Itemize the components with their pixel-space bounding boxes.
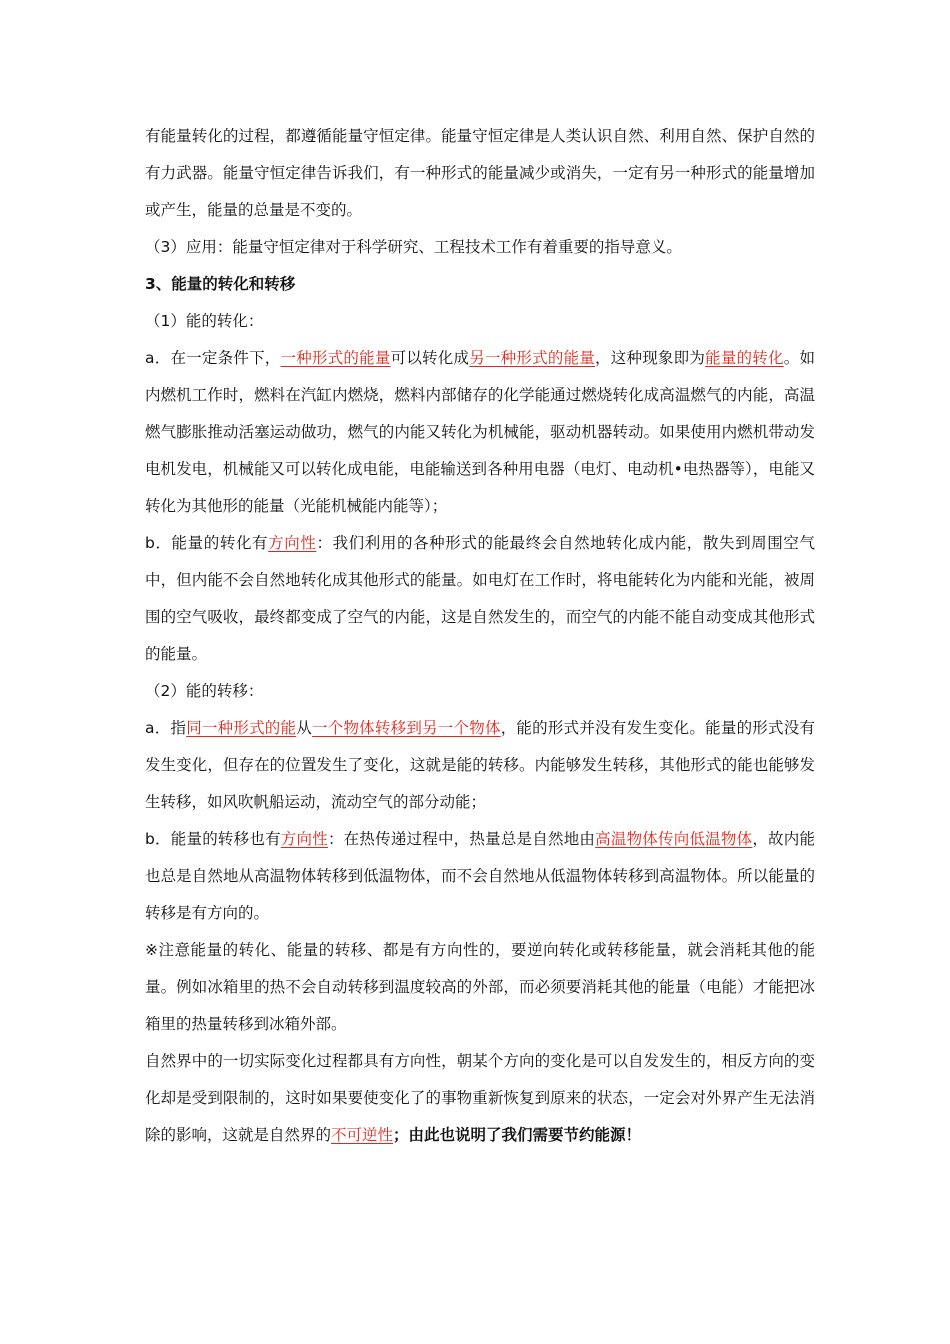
transfer-paragraph-b bbox=[145, 821, 815, 932]
note-paragraph: ※注意能量的转化、能量的转移、都是有方向性的，要逆向转化或转移能量，就会消耗其他的能量。例如冰箱里的热不会自动转移到温度较高的外部，而必须要消耗其他的能量（电能）才能把冰箱里的热量转移到冰箱外部。 bbox=[145, 941, 815, 1033]
highlight-term: 不可逆性 bbox=[331, 1126, 394, 1144]
highlight-term: 高温物体传向低温物体 bbox=[595, 830, 753, 848]
conclusion-text: ；由此也说明了我们需要节约能源！ bbox=[393, 1126, 642, 1144]
highlight-term: 另一种形式的能量 bbox=[469, 349, 596, 367]
conservation-paragraph: 有能量转化的过程，都遵循能量守恒定律。能量守恒定律是人类认识自然、利用自然、保护自然的有力武器。能量守恒定律告诉我们，有一种形式的能量减少或消失，一定有另一种形式的能量增加或产生，能量的总量是不变的。 bbox=[145, 127, 815, 219]
text-segment: 。如内燃机工作时，燃料在汽缸内燃烧，燃料内部储存的化学能通过燃烧转化成高温燃气的内能，高温燃气膨胀推动活塞运动做功，燃气的内能又转化为机械能，驱动机器转动。如果使用内燃机带动发电机发电，机械能又可以转化成电能，电能输送到各种用电器（电灯、电动机•电热器等），电能又转化为其他形的能量（光能机械能内能等）； bbox=[145, 349, 815, 515]
text-segment: ：在热传递过程中，热量总是自然地由 bbox=[327, 830, 596, 848]
text-segment: ，能的形式并没有发生变化。能量的形式没有发生变化，但存在的位置发生了变化，这就是能的转移。内能够发生转移，其他形式的能也能够发生转移，如风吹帆船运动，流动空气的部分动能； bbox=[145, 719, 815, 811]
conversion-paragraph-b bbox=[145, 525, 815, 673]
text-segment: a．指 bbox=[145, 719, 187, 737]
transfer-paragraph-a bbox=[145, 710, 815, 821]
conversion-paragraph-a bbox=[145, 340, 815, 525]
text-segment: ，故内能也总是自然地从高温物体转移到低温物体，而不会自然地从低温物体转移到高温物体。所以能量的转移是有方向的。 bbox=[145, 830, 815, 922]
highlight-term: 一种形式的能量 bbox=[280, 349, 391, 367]
section-heading: 3、能量的转化和转移 bbox=[145, 275, 296, 293]
text-segment: ：我们利用的各种形式的能最终会自然地转化成内能，散失到周围空气中，但内能不会自然地转化成其他形式的能量。如电灯在工作时，将电能转化为内能和光能，被周围的空气吸收，最终都变成了空气的内能，这是自然发生的，而空气的内能不能自动变成其他形式的能量。 bbox=[145, 534, 815, 663]
highlight-term: 方向性 bbox=[280, 830, 328, 848]
application-paragraph: （3）应用：能量守恒定律对于科学研究、工程技术工作有着重要的指导意义。 bbox=[145, 238, 682, 256]
text-segment: b．能量的转移也有 bbox=[145, 830, 281, 848]
highlight-term: 一个物体转移到另一个物体 bbox=[312, 719, 501, 737]
highlight-term: 同一种形式的能 bbox=[186, 719, 297, 737]
text-segment: b．能量的转化有 bbox=[145, 534, 269, 552]
highlight-term: 能量的转化 bbox=[705, 349, 784, 367]
subsection-conversion-title: （1）能的转化： bbox=[145, 312, 264, 330]
document-body bbox=[145, 118, 815, 1154]
irreversibility-paragraph bbox=[145, 1043, 815, 1154]
highlight-term: 方向性 bbox=[268, 534, 317, 552]
text-segment: 自然界中的一切实际变化过程都具有方向性，朝某个方向的变化是可以自发发生的，相反方向的变化却是受到限制的，这时如果要使变化了的事物重新恢复到原来的状态，一定会对外界产生无法消除的影响，这就是自然界的 bbox=[145, 1052, 815, 1144]
text-segment: a．在一定条件下， bbox=[145, 349, 281, 367]
text-segment: ，这种现象即为 bbox=[595, 349, 706, 367]
text-segment: 可以转化成 bbox=[390, 349, 470, 367]
subsection-transfer-title: （2）能的转移： bbox=[145, 682, 264, 700]
text-segment: 从 bbox=[296, 719, 312, 737]
